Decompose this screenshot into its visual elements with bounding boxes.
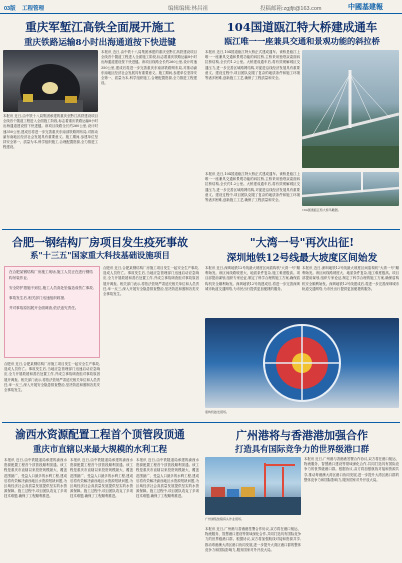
article-body-hefei-accident-cont: 合肥讯 近日,合肥某钢结构厂房施工项目发生一起安全生产事故,造成人员伤亡。事故发生后,当地应急管理部门迅速启动应急响应,全力开展救援和善后处置工作,并成立事故调查组对事故原因展开调查。相关部门表示,将依法依规严肃追究相关单位和人员责任,举一反三,深入开展安全隐患排查整治,坚决防范和遏制各类安全事故发生。	[4, 362, 100, 393]
bridge-aerial-photo	[302, 50, 399, 168]
article-body-yuxi-water: 本报讯 近日,由中铁隧道局承建的渝西水资源配置工程首个顶管段顺利顶通。该工程是重庆市直辖以来投资规模最大、覆盖范围最广、受益人口最多的水利工程,建成后将有效解决渝西地区水资源短缺问题,为区域经济社会高质量发展提供坚实的水资源保障。施工过程中,项目团队攻克了多项技术难题,确保了工程顺利推进。	[4, 458, 67, 499]
submission-email: 投稿邮箱:zgjfjt@163.com	[260, 6, 322, 12]
article-body-dawan-tbm: 本报讯 近日,深圳地铁12号线最大坡度区间盾构机"大湾一号"顺利始发。该区间线路坡度大、地质条件复杂,施工难度极高。项目部提前谋划,组织专家论证,制定了科学合理的施工方案,确保盾构机安全顺利始发。深圳地铁12号线建成后,将进一步完善深圳城市轨道交通网络,为市民出行提供更加便捷的服务。	[205, 266, 300, 291]
port-photo	[205, 457, 301, 515]
pull-quote-line: 事故发生后,相关部门迅速组织救援,	[9, 296, 66, 300]
article-body-chongqing-railway-col2: 本报讯 近日,由中铁十八局集团承建的重庆至黔江高铁建设项目全线首个隧道工程进入全面施工阶段,标志着重庆铁路运输8小时出海通道建设按下快进键。该项目线路全长约260公里,设计时速350公里,建成后将进一步完善重庆东南部铁路网布局,对推动渝东南地区经济社会发展具有重要意义。施工期间,参建单位坚持安全第一、质量为本,科学组织施工,合理配置资源,全力推进工程建设。	[101, 50, 197, 86]
subheadline-dawan-tbm: 深圳地铁12号线最大坡度区间始发	[226, 253, 378, 264]
article-body-hefei-accident: 合肥讯 近日,合肥某钢结构厂房施工项目发生一起安全生产事故,造成人员伤亡。事故发生后,当地应急管理部门迅速启动应急响应,全力开展救援和善后处置工作,并成立事故调查组对事故原因展开调查。相关部门表示,将依法依规严肃追究相关单位和人员责任,举一反三,深入开展安全隐患排查整治,坚决防范和遏制各类安全事故发生。	[103, 266, 199, 297]
article-body-yuxi-water-col3: 本报讯 近日,由中铁隧道局承建的渝西水资源配置工程首个顶管段顺利顶通。该工程是重庆市直辖以来投资规模最大、覆盖范围最广、受益人口最多的水利工程,建成后将有效解决渝西地区水资源短缺问题,为区域经济社会高质量发展提供坚实的水资源保障。施工过程中,项目团队攻克了多项技术难题,确保了工程顺利推进。	[136, 458, 199, 499]
tunnel-illustration	[3, 50, 98, 112]
headline-dawan-tbm: "大湾一号"再次出征!	[249, 236, 355, 249]
bridge-caption: 104国道瓯江特大桥鸟瞰图。	[302, 208, 341, 212]
headline-hefei-accident: 合肥一钢结构厂房项目发生疫死事故	[12, 236, 188, 249]
pull-quote-line: 安全防护措施不到位,施工人员高处坠落造成伤亡事故,	[9, 286, 94, 290]
newspaper-logo: 中國基建報	[348, 4, 383, 11]
subheadline-hefei-accident: 系"十三五"国家重大科技基础设施项目	[30, 250, 170, 260]
subheadline-chongqing-railway: 重庆铁路运输8小时出海通道按下快进键	[23, 38, 177, 48]
article-body-guangzhou-port-col2: 本报讯 近日,广州港与香港港签署合作协议,双方将在港口航运、物流服务、智慧港口建设等领域深化合作,共同打造具有国际竞争力的世界级港口群。根据协议,双方将加强航线对接和资源共享,推动粤港澳大湾区港口协同发展,进一步提升大湾区港口群的整体竞争力和国际影响力,服务国家对外开放大局。	[304, 457, 399, 482]
bridge-illustration	[302, 50, 399, 168]
page-header	[0, 0, 402, 14]
tbm-photo	[205, 318, 399, 408]
article-body-chongqing-railway: 本报讯 近日,由中铁十八局集团承建的重庆至黔江高铁建设项目全线首个隧道工程进入全面施工阶段,标志着重庆铁路运输8小时出海通道建设按下快进键。该项目线路全长约260公里,设计时速350公里,建成后将进一步完善重庆东南部铁路网布局,对推动渝东南地区经济社会发展具有重要意义。施工期间,参建单位坚持安全第一、质量为本,科学组织施工,合理配置资源,全力推进工程建设。	[3, 114, 98, 150]
headline-chongqing-railway: 重庆军堑江高铁全面展开施工	[25, 20, 175, 34]
subheadline-yuxi-water: 重庆市直辖以来最大规模的水利工程	[33, 444, 167, 454]
bridge-closeup-photo	[302, 172, 399, 206]
port-cranes-illustration	[205, 457, 301, 515]
article-body-oujiang-bridge: 本报讯 近日,104国道瓯江特大桥正式建成通车。该桥是瓯江上唯一一座兼具交通和景观功能的斜拉桥,主桥采用独塔双索面斜拉桥结构,全长约1.2公里。大桥建成通车后,将有效缓解城区交通压力,进一步完善区域路网结构,对促进沿线经济发展具有重要意义。建设过程中,项目团队克服了复杂的地质条件和施工环境等诸多困难,创新施工工艺,确保了工程质量和安全。	[205, 50, 300, 81]
section-divider	[2, 229, 400, 230]
page-number: 03版	[4, 6, 16, 12]
headline-oujiang-bridge: 104国道瓯江特大桥建成通车	[226, 20, 378, 34]
subheadline-guangzhou-port: 打造具有国际竞争力的世界级港口群	[235, 444, 369, 454]
section-name: 工程管理	[22, 6, 45, 12]
pull-quote-line: 并对事故原因展开全面调查,依法追究责任。	[9, 306, 79, 310]
tbm-illustration	[205, 318, 399, 408]
article-body-oujiang-bridge-cont: 本报讯 近日,104国道瓯江特大桥正式建成通车。该桥是瓯江上唯一一座兼具交通和景观功能的斜拉桥,主桥采用独塔双索面斜拉桥结构,全长约1.2公里。大桥建成通车后,将有效缓解城区交通压力,进一步完善区域路网结构,对促进沿线经济发展具有重要意义。建设过程中,项目团队克服了复杂的地质条件和施工环境等诸多困难,创新施工工艺,确保了工程质量和安全。	[205, 172, 300, 203]
port-caption: 广州港集装箱码头作业现场。	[205, 517, 245, 521]
bridge-closeup-illustration	[302, 172, 399, 206]
article-body-dawan-tbm-col2: 本报讯 近日,深圳地铁12号线最大坡度区间盾构机"大湾一号"顺利始发。该区间线路坡度大、地质条件复杂,施工难度极高。项目部提前谋划,组织专家论证,制定了科学合理的施工方案,确保盾构机安全顺利始发。深圳地铁12号线建成后,将进一步完善深圳城市轨道交通网络,为市民出行提供更加便捷的服务。	[302, 266, 399, 291]
headline-yuxi-water: 渝西水资源配置工程首个顶管段顶通	[15, 429, 185, 441]
pull-quote-line: 在合肥某钢结构厂房施工现场,施工人员正在进行钢结构吊装作业,	[9, 270, 93, 280]
tunnel-photo	[3, 50, 98, 112]
article-body-yuxi-water-col2: 本报讯 近日,由中铁隧道局承建的渝西水资源配置工程首个顶管段顺利顶通。该工程是重庆市直辖以来投资规模最大、覆盖范围最广、受益人口最多的水利工程,建成后将有效解决渝西地区水资源短缺问题,为区域经济社会高质量发展提供坚实的水资源保障。施工过程中,项目团队攻克了多项技术难题,确保了工程顺利推进。	[70, 458, 133, 499]
article-body-guangzhou-port: 本报讯 近日,广州港与香港港签署合作协议,双方将在港口航运、物流服务、智慧港口建设等领域深化合作,共同打造具有国际竞争力的世界级港口群。根据协议,双方将加强航线对接和资源共享,推动粤港澳大湾区港口协同发展,进一步提升大湾区港口群的整体竞争力和国际影响力,服务国家对外开放大局。	[205, 527, 301, 552]
subheadline-oujiang-bridge: 瓯江唯一一座兼具交通和景观功能的斜拉桥	[224, 36, 380, 46]
section-divider	[2, 422, 400, 423]
headline-guangzhou-port: 广州港将与香港港加强合作	[236, 429, 368, 442]
editor-credit: 编辑编辑:林昌祖	[168, 6, 209, 12]
pull-quote-box	[4, 266, 100, 358]
tbm-caption: 盾构机始发现场。	[205, 410, 230, 414]
